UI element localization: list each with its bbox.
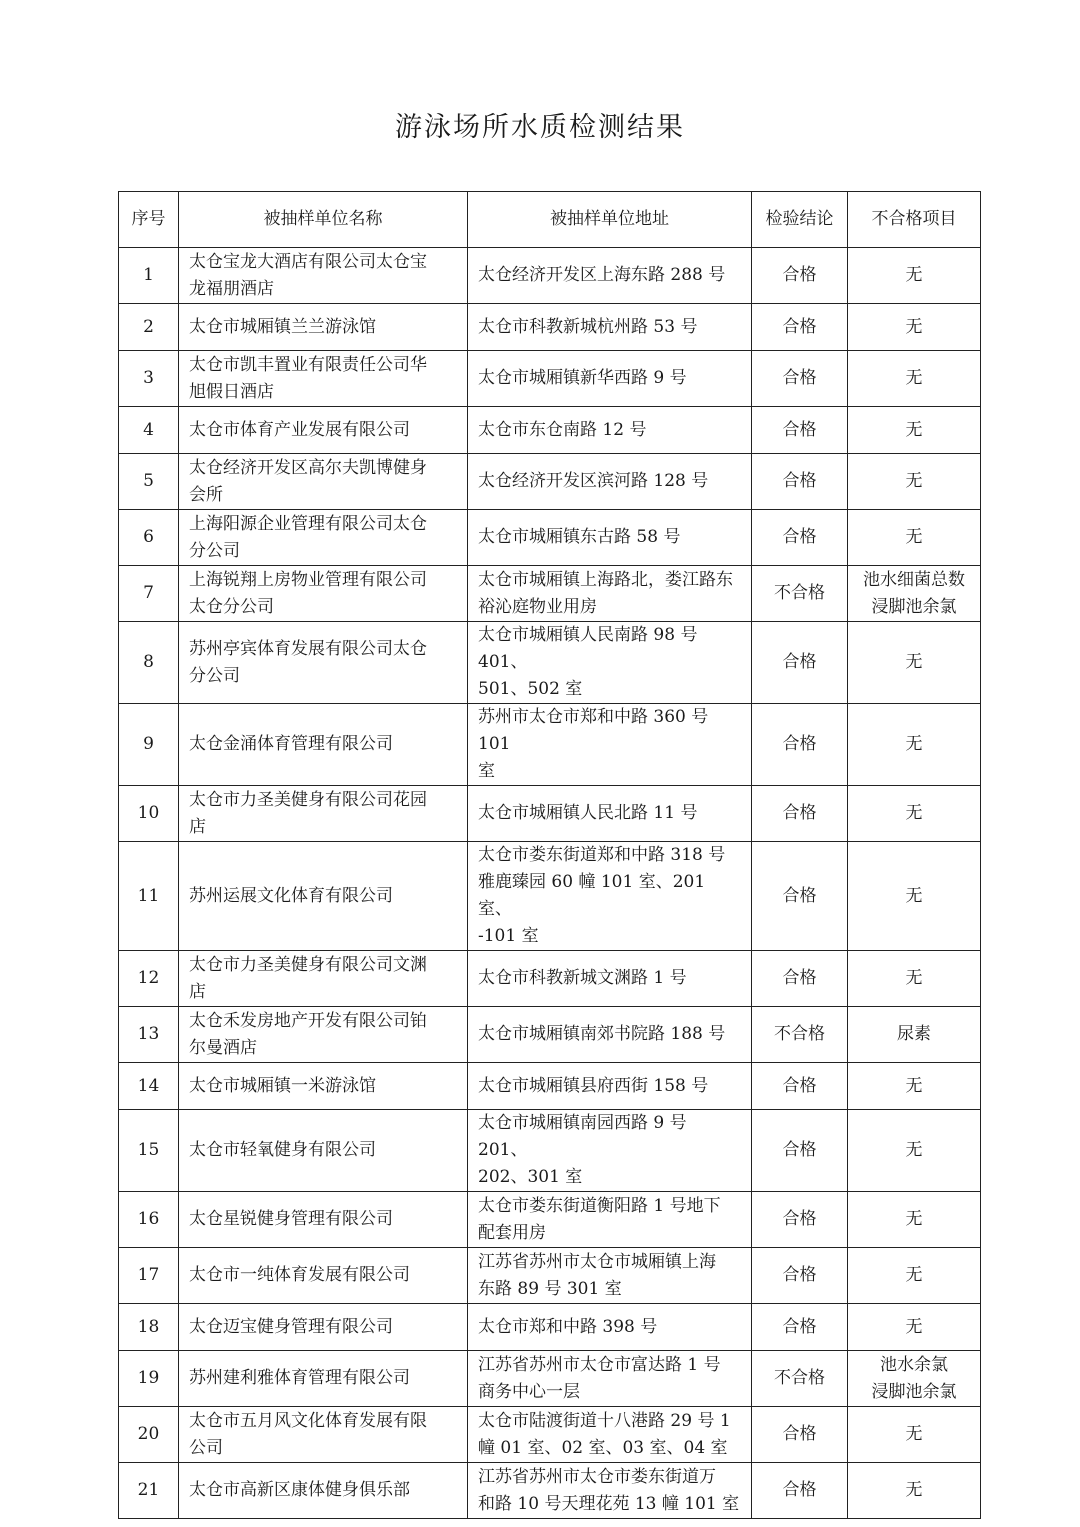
table-row — [119, 1007, 981, 1063]
cell-result: 合格 — [752, 304, 848, 351]
cell-unit-address: 太仓市城厢镇新华西路 9 号 — [468, 351, 752, 407]
cell-result: 合格 — [752, 248, 848, 304]
cell-index: 1 — [119, 248, 179, 304]
cell-unit-name: 太仓市凯丰置业有限责任公司华 旭假日酒店 — [179, 351, 468, 407]
table-row — [119, 786, 981, 842]
cell-index: 18 — [119, 1304, 179, 1351]
cell-result: 合格 — [752, 1304, 848, 1351]
cell-failed-items: 无 — [848, 786, 981, 842]
cell-unit-name: 太仓市体育产业发展有限公司 — [179, 407, 468, 454]
table-body — [119, 248, 981, 1519]
cell-result: 合格 — [752, 1110, 848, 1192]
table-row — [119, 510, 981, 566]
cell-index: 20 — [119, 1407, 179, 1463]
results-table — [118, 191, 981, 1519]
cell-failed-items: 无 — [848, 951, 981, 1007]
cell-index: 21 — [119, 1463, 179, 1519]
document-title: 游泳场所水质检测结果 — [395, 112, 685, 143]
cell-unit-name: 太仓市轻氧健身有限公司 — [179, 1110, 468, 1192]
cell-unit-name: 太仓宝龙大酒店有限公司太仓宝 龙福朋酒店 — [179, 248, 468, 304]
cell-failed-items: 无 — [848, 1248, 981, 1304]
table-row — [119, 842, 981, 951]
cell-index: 12 — [119, 951, 179, 1007]
cell-result: 合格 — [752, 1063, 848, 1110]
cell-unit-name: 太仓市城厢镇兰兰游泳馆 — [179, 304, 468, 351]
cell-unit-name: 太仓星锐健身管理有限公司 — [179, 1192, 468, 1248]
table-row — [119, 248, 981, 304]
cell-index: 17 — [119, 1248, 179, 1304]
table-row — [119, 951, 981, 1007]
cell-failed-items: 无 — [848, 1192, 981, 1248]
cell-unit-address: 太仓市娄东街道郑和中路 318 号 雅鹿臻园 60 幢 101 室、201 室、 -101 室 — [468, 842, 752, 951]
cell-index: 10 — [119, 786, 179, 842]
cell-result: 合格 — [752, 1463, 848, 1519]
table-row — [119, 1248, 981, 1304]
cell-unit-address: 江苏省苏州市太仓市城厢镇上海 东路 89 号 301 室 — [468, 1248, 752, 1304]
cell-index: 3 — [119, 351, 179, 407]
table-row — [119, 351, 981, 407]
cell-failed-items: 池水细菌总数 浸脚池余氯 — [848, 566, 981, 622]
cell-failed-items: 无 — [848, 842, 981, 951]
table-row — [119, 1192, 981, 1248]
table-row — [119, 622, 981, 704]
cell-failed-items: 尿素 — [848, 1007, 981, 1063]
cell-result: 合格 — [752, 786, 848, 842]
cell-index: 8 — [119, 622, 179, 704]
cell-unit-address: 太仓市郑和中路 398 号 — [468, 1304, 752, 1351]
table-row — [119, 1063, 981, 1110]
cell-unit-address: 太仓市科教新城文渊路 1 号 — [468, 951, 752, 1007]
header-index: 序号 — [119, 192, 179, 248]
cell-failed-items: 无 — [848, 407, 981, 454]
cell-result: 合格 — [752, 842, 848, 951]
cell-failed-items: 无 — [848, 1110, 981, 1192]
cell-result: 合格 — [752, 510, 848, 566]
cell-index: 6 — [119, 510, 179, 566]
cell-unit-name: 太仓市力圣美健身有限公司文渊 店 — [179, 951, 468, 1007]
cell-unit-name: 太仓市一纯体育发展有限公司 — [179, 1248, 468, 1304]
table-row — [119, 304, 981, 351]
cell-index: 15 — [119, 1110, 179, 1192]
cell-result: 不合格 — [752, 1351, 848, 1407]
cell-unit-address: 太仓市城厢镇南园西路 9 号 201、 202、301 室 — [468, 1110, 752, 1192]
cell-unit-name: 太仓禾发房地产开发有限公司铂 尔曼酒店 — [179, 1007, 468, 1063]
cell-failed-items: 无 — [848, 304, 981, 351]
table-row — [119, 1304, 981, 1351]
cell-unit-name: 太仓市力圣美健身有限公司花园 店 — [179, 786, 468, 842]
cell-unit-address: 太仓市陆渡街道十八港路 29 号 1 幢 01 室、02 室、03 室、04 室 — [468, 1407, 752, 1463]
cell-failed-items: 无 — [848, 454, 981, 510]
cell-unit-name: 苏州运展文化体育有限公司 — [179, 842, 468, 951]
header-unit-name: 被抽样单位名称 — [179, 192, 468, 248]
cell-result: 合格 — [752, 622, 848, 704]
cell-unit-address: 太仓市城厢镇东古路 58 号 — [468, 510, 752, 566]
cell-index: 4 — [119, 407, 179, 454]
cell-failed-items: 无 — [848, 1063, 981, 1110]
cell-index: 2 — [119, 304, 179, 351]
cell-index: 19 — [119, 1351, 179, 1407]
header-result: 检验结论 — [752, 192, 848, 248]
cell-result: 不合格 — [752, 566, 848, 622]
cell-unit-name: 太仓市五月风文化体育发展有限 公司 — [179, 1407, 468, 1463]
header-unit-address: 被抽样单位地址 — [468, 192, 752, 248]
cell-failed-items: 无 — [848, 1463, 981, 1519]
table-row — [119, 1407, 981, 1463]
cell-index: 16 — [119, 1192, 179, 1248]
cell-result: 合格 — [752, 1407, 848, 1463]
cell-unit-address: 太仓经济开发区上海东路 288 号 — [468, 248, 752, 304]
table-row — [119, 1110, 981, 1192]
cell-result: 不合格 — [752, 1007, 848, 1063]
cell-unit-address: 太仓市城厢镇人民北路 11 号 — [468, 786, 752, 842]
table-row — [119, 454, 981, 510]
cell-index: 13 — [119, 1007, 179, 1063]
cell-unit-address: 江苏省苏州市太仓市娄东街道万 和路 10 号天理花苑 13 幢 101 室 — [468, 1463, 752, 1519]
cell-unit-name: 上海阳源企业管理有限公司太仓 分公司 — [179, 510, 468, 566]
cell-unit-address: 江苏省苏州市太仓市富达路 1 号 商务中心一层 — [468, 1351, 752, 1407]
table-row — [119, 1351, 981, 1407]
cell-unit-address: 太仓市城厢镇南郊书院路 188 号 — [468, 1007, 752, 1063]
cell-index: 14 — [119, 1063, 179, 1110]
cell-unit-name: 太仓经济开发区高尔夫凯博健身 会所 — [179, 454, 468, 510]
cell-failed-items: 无 — [848, 351, 981, 407]
cell-unit-address: 太仓市娄东街道衡阳路 1 号地下 配套用房 — [468, 1192, 752, 1248]
cell-unit-address: 太仓市科教新城杭州路 53 号 — [468, 304, 752, 351]
cell-result: 合格 — [752, 407, 848, 454]
cell-unit-address: 苏州市太仓市郑和中路 360 号 101 室 — [468, 704, 752, 786]
cell-result: 合格 — [752, 454, 848, 510]
cell-failed-items: 无 — [848, 1304, 981, 1351]
table-header-row — [119, 192, 981, 248]
cell-index: 11 — [119, 842, 179, 951]
cell-result: 合格 — [752, 704, 848, 786]
cell-failed-items: 池水余氯 浸脚池余氯 — [848, 1351, 981, 1407]
cell-unit-address: 太仓市城厢镇县府西街 158 号 — [468, 1063, 752, 1110]
cell-unit-name: 太仓市城厢镇一米游泳馆 — [179, 1063, 468, 1110]
cell-failed-items: 无 — [848, 248, 981, 304]
cell-failed-items: 无 — [848, 622, 981, 704]
cell-result: 合格 — [752, 1248, 848, 1304]
cell-unit-address: 太仓市城厢镇上海路北，娄江路东 裕沁庭物业用房 — [468, 566, 752, 622]
cell-unit-name: 太仓市高新区康体健身俱乐部 — [179, 1463, 468, 1519]
cell-failed-items: 无 — [848, 1407, 981, 1463]
cell-result: 合格 — [752, 1192, 848, 1248]
table-row — [119, 704, 981, 786]
cell-unit-name: 太仓迈宝健身管理有限公司 — [179, 1304, 468, 1351]
cell-unit-name: 苏州建利雅体育管理有限公司 — [179, 1351, 468, 1407]
cell-failed-items: 无 — [848, 510, 981, 566]
table-row — [119, 407, 981, 454]
table-row — [119, 566, 981, 622]
cell-unit-name: 上海锐翔上房物业管理有限公司 太仓分公司 — [179, 566, 468, 622]
cell-index: 9 — [119, 704, 179, 786]
cell-index: 7 — [119, 566, 179, 622]
cell-unit-name: 太仓金涌体育管理有限公司 — [179, 704, 468, 786]
cell-unit-address: 太仓经济开发区滨河路 128 号 — [468, 454, 752, 510]
cell-unit-address: 太仓市城厢镇人民南路 98 号 401、 501、502 室 — [468, 622, 752, 704]
header-failed-items: 不合格项目 — [848, 192, 981, 248]
cell-unit-address: 太仓市东仓南路 12 号 — [468, 407, 752, 454]
cell-index: 5 — [119, 454, 179, 510]
cell-result: 合格 — [752, 351, 848, 407]
cell-unit-name: 苏州亭宾体育发展有限公司太仓 分公司 — [179, 622, 468, 704]
table-row — [119, 1463, 981, 1519]
cell-result: 合格 — [752, 951, 848, 1007]
cell-failed-items: 无 — [848, 704, 981, 786]
